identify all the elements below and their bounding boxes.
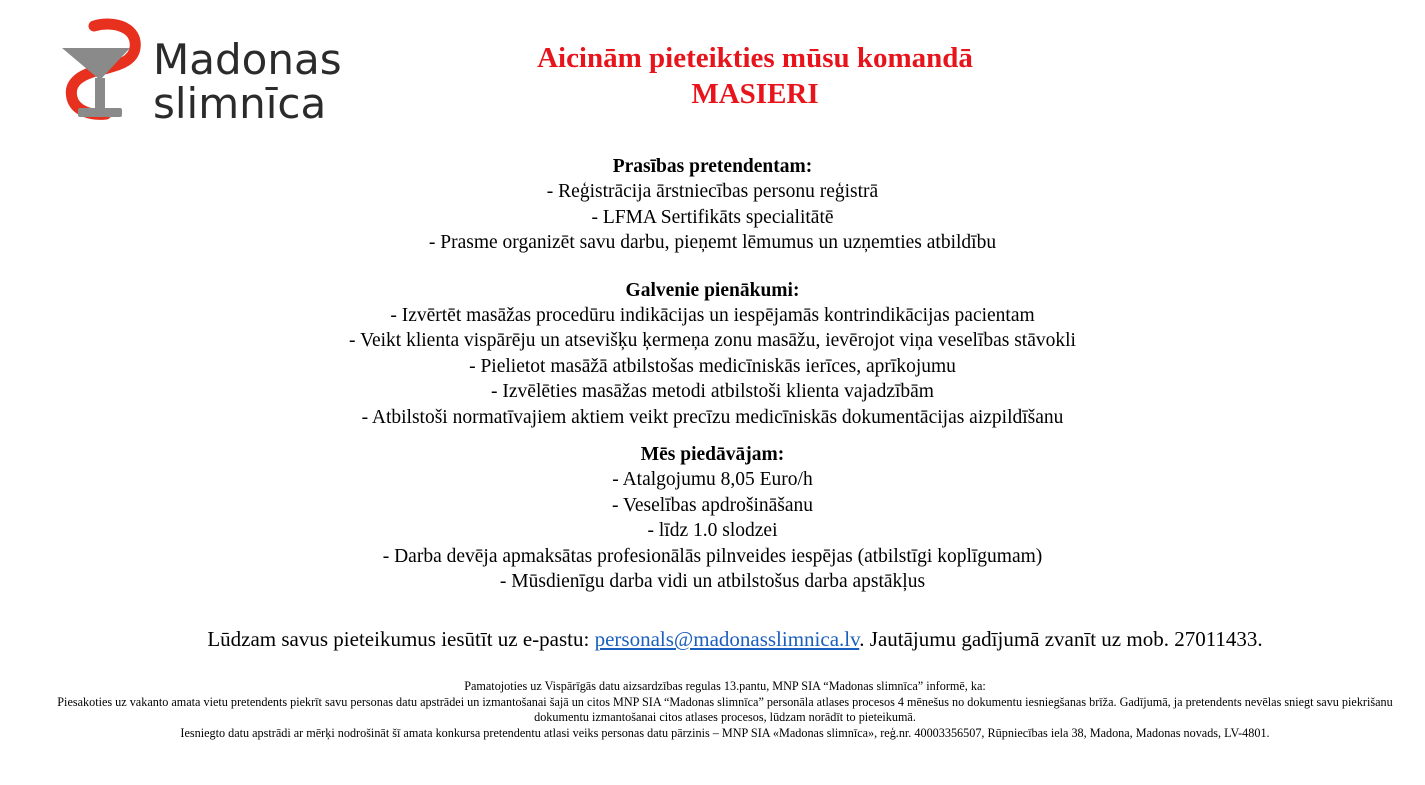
logo-text: [153, 35, 342, 128]
gdpr-notice: [40, 679, 1410, 741]
vacancy-body: [100, 154, 1325, 595]
duty-item: - Atbilstoši normatīvajiem aktiem veikt precīzu medicīniskās dokumentācijas aizpildīšanu: [361, 406, 1064, 428]
duty-item: - Izvēlēties masāžas metodi atbilstoši klienta vajadzībām: [491, 381, 934, 403]
hospital-logo: [60, 18, 360, 128]
contact-text-after: . Jautājumu gadījumā zvanīt uz mob. 27011433.: [859, 627, 1263, 651]
offer-item: - Veselības apdrošināšanu: [611, 494, 814, 516]
offer-item: - līdz 1.0 slodzei: [647, 520, 778, 542]
duty-item: - Izvērtēt masāžas procedūru indikācijas un iespējamās kontrindikācijas pacientam: [390, 305, 1035, 327]
offer-heading: Mēs piedāvājam:: [640, 444, 785, 466]
email-link[interactable]: personals@madonasslimnica.lv: [594, 627, 860, 651]
logo-line-2: slimnīca: [153, 79, 327, 128]
duties-heading: Galvenie pienākumi:: [625, 279, 800, 301]
legal-line-3: Iesniegto datu apstrādi ar mērķi nodrošināt šī amata konkursa pretendentu atlasi veiks personas datu pārzinis – MNP SIA «Madonas slimnīca», reģ.nr. 40003356507, Rūpniecības iela 38, Madona, Madonas novads, LV-4801.: [180, 725, 1270, 740]
legal-line-2: Piesakoties uz vakanto amata vietu pretendents piekrīt savu personas datu apstrādei un izmantošanai šajā un citos MNP SIA “Madonas slimnīca” personāla atlases procesos 4 mēnešus no dokumentu iesniegšanas brīža. Gadījumā, ja pretendents nevēlas sniegt savu piekrišanu dokumentu izmantošanai citos atlases procesos, lūdzam norādīt to pieteikumā.: [57, 694, 1393, 724]
logo-line-1: Madonas: [153, 35, 342, 84]
contact-line: [0, 626, 1425, 652]
headline-line-2: MASIERI: [691, 78, 819, 110]
caduceus-cup-icon: [60, 18, 150, 128]
page-title: [430, 40, 1080, 112]
offer-item: - Mūsdienīgu darba vidi un atbilstošus darba apstākļus: [499, 571, 926, 593]
offer-item: - Darba devēja apmaksātas profesionālās pilnveides iespējas (atbilstīgi koplīgumam): [382, 545, 1043, 567]
duty-item: - Pielietot masāžā atbilstošas medicīniskās ierīces, aprīkojumu: [469, 355, 956, 377]
requirement-item: - Reģistrācija ārstniecības personu reģistrā: [546, 181, 879, 203]
duty-item: - Veikt klienta vispārēju un atsevišķu ķermeņa zonu masāžu, ievērojot viņa veselības stāvokli: [349, 330, 1076, 352]
legal-line-1: Pamatojoties uz Vispārīgās datu aizsardzības regulas 13.pantu, MNP SIA “Madonas slimnīca” informē, ka:: [464, 679, 986, 693]
headline-line-1: Aicinām pieteikties mūsu komandā: [537, 42, 973, 74]
requirement-item: - Prasme organizēt savu darbu, pieņemt lēmumus un uzņemties atbildību: [428, 232, 997, 254]
contact-text-before: Lūdzam savus pieteikumus iesūtīt uz e-pastu:: [207, 627, 595, 651]
requirements-heading: Prasības pretendentam:: [612, 156, 813, 177]
requirement-item: - LFMA Sertifikāts specialitātē: [591, 206, 834, 228]
offer-item: - Atalgojumu 8,05 Euro/h: [612, 469, 813, 491]
